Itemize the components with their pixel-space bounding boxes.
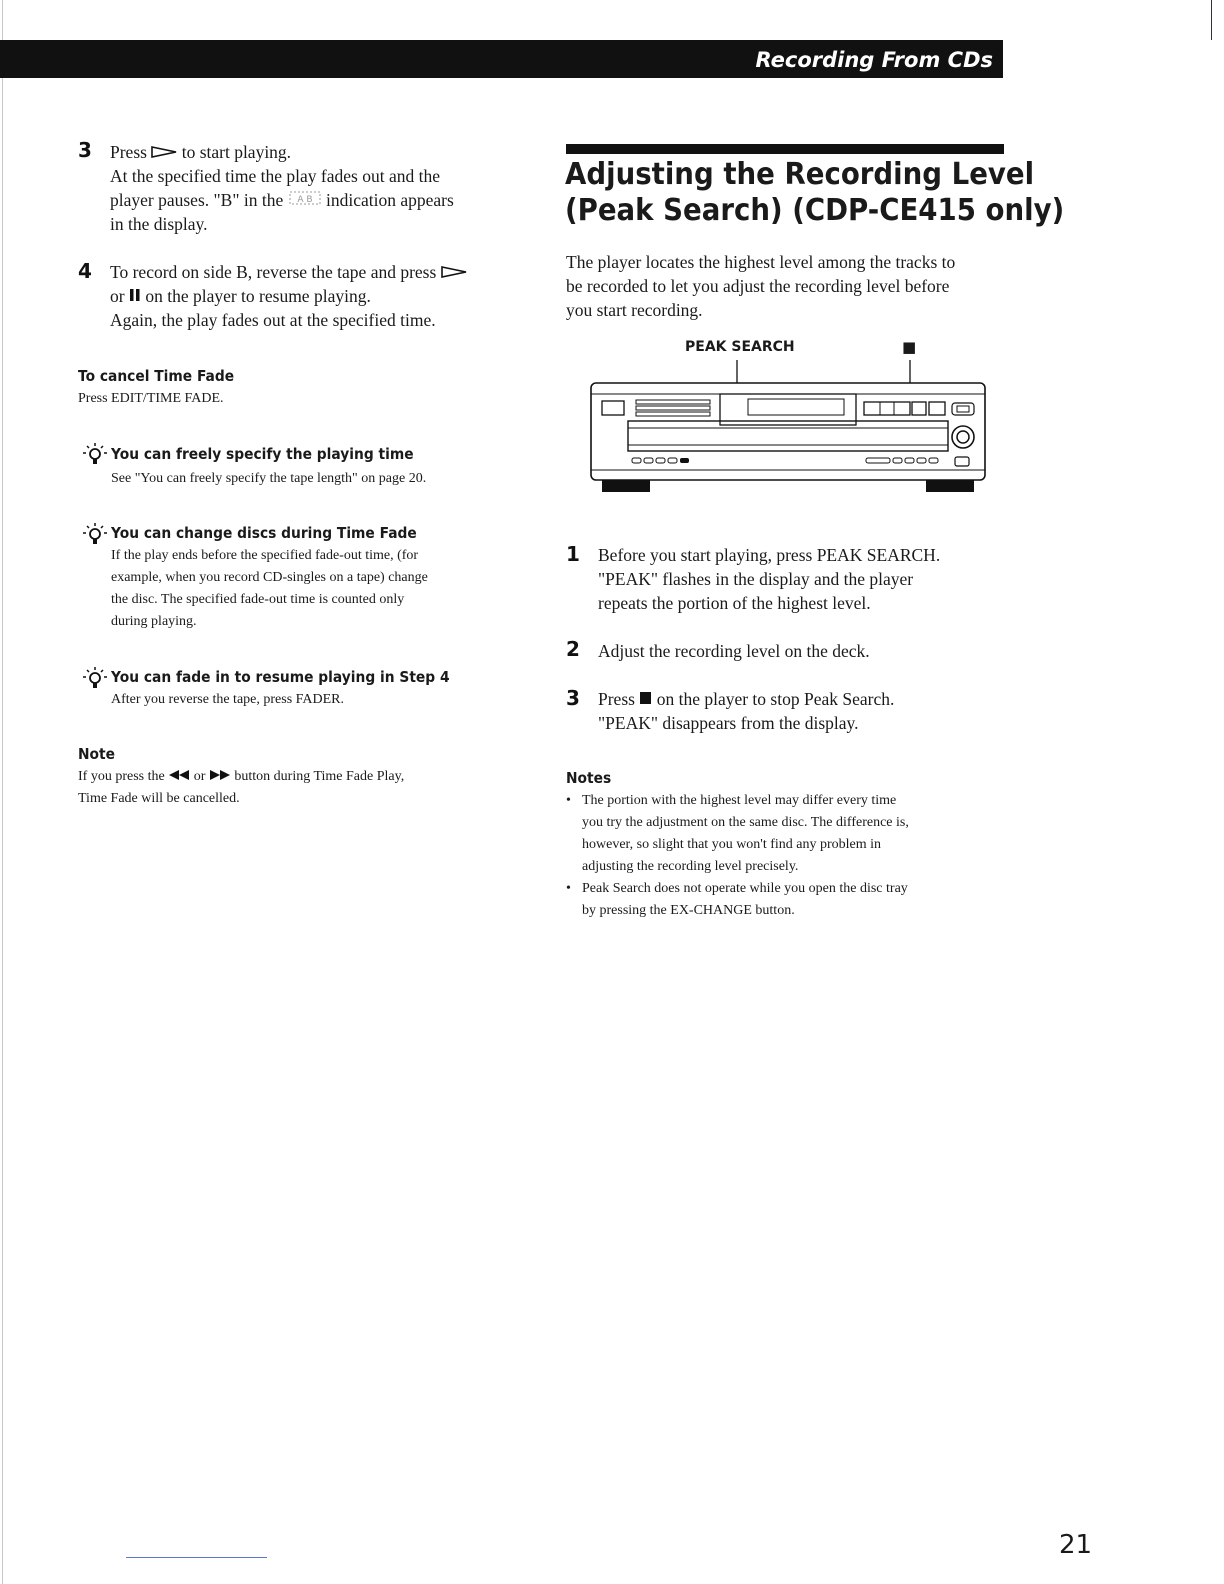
cancel-text: Press EDIT/TIME FADE. (78, 391, 224, 406)
peak-step-2-text: Adjust the recording level on the deck. (598, 641, 870, 661)
stop-icon (639, 692, 652, 705)
step-number: 1 (566, 542, 580, 566)
page-number: 21 (1059, 1530, 1093, 1560)
figure-label-stop: ■ (902, 338, 917, 356)
tip-2-heading: You can change discs during Time Fade (111, 524, 417, 542)
step-4-line-3: Again, the play fades out at the specified time. (110, 310, 436, 330)
list-item: • The portion with the highest level may differ every time you try the adjustment on the same disc. The difference is, however, so slight that you won't find any problem in adjusting the recording level precisely. (566, 790, 1006, 878)
peak-step-1-text: Before you start playing, press PEAK SEARCH. "PEAK" flashes in the display and the player repeats the portion of the highest level. (598, 545, 941, 613)
notes-heading: Notes (566, 769, 612, 787)
tip-2-text: If the play ends before the specified fade-out time, (for example, when you record CD-singles on a tape) change the disc. The specified fade-out time is counted only during playing. (111, 548, 428, 629)
step-4-line-2: or on the player to resume playing. (110, 286, 371, 306)
rewind-icon (168, 770, 190, 780)
peak-step-3-text: Press on the player to stop Peak Search. "PEAK" disappears from the display. (598, 689, 895, 733)
svg-text:A B: A B (296, 195, 313, 205)
step-3-line-4: in the display. (110, 214, 208, 234)
lightbulb-tip-icon (82, 442, 108, 466)
fast-forward-icon (209, 770, 231, 780)
figure-label-peak-search: PEAK SEARCH (685, 339, 795, 355)
step-4-line-1: To record on side B, reverse the tape and press (110, 260, 520, 284)
notes-list (566, 790, 1006, 922)
section-title: Recording From CDs (733, 40, 1003, 78)
lightbulb-tip-icon (82, 522, 108, 546)
step-4-text (110, 260, 520, 332)
step-number: 3 (78, 138, 92, 162)
tip-1-text: See "You can freely specify the tape length" on page 20. (111, 471, 427, 486)
pause-icon (129, 288, 141, 302)
step-number: 3 (566, 686, 580, 710)
play-outline-icon (151, 146, 177, 158)
play-outline-icon (441, 266, 467, 278)
tip-3-text: After you reverse the tape, press FADER. (111, 692, 345, 707)
cd-player-illustration (588, 358, 988, 498)
right-margin-mark (1211, 0, 1212, 40)
note-heading: Note (78, 745, 115, 763)
footer-rule (126, 1557, 267, 1558)
page-title: Adjusting the Recording Level (Peak Search) (CDP-CE415 only) (565, 157, 1065, 228)
intro-paragraph: The player locates the highest level among the tracks to be recorded to let you adjust the recording level before you start recording. (566, 252, 956, 320)
step-number: 2 (566, 637, 580, 661)
tip-3-heading: You can fade in to resume playing in Step 4 (111, 668, 450, 686)
tape-side-indicator-icon (288, 190, 322, 206)
step-number: 4 (78, 259, 92, 283)
list-item: • Peak Search does not operate while you open the disc tray by pressing the EX-CHANGE button. (566, 878, 1006, 922)
tip-1-heading: You can freely specify the playing time (111, 445, 414, 463)
step-3-line-2: At the specified time the play fades out and the (110, 166, 440, 186)
note-text: If you press the or button during Time Fade Play, Time Fade will be cancelled. (78, 769, 405, 806)
title-rule (566, 144, 1004, 154)
cancel-heading: To cancel Time Fade (78, 367, 235, 385)
lightbulb-tip-icon (82, 666, 108, 690)
left-margin-line (2, 0, 3, 1584)
step-3-line-1: Press to start playing. (110, 142, 292, 162)
step-3-text (110, 140, 510, 236)
step-3-line-3: player pauses. "B" in the A B indication appears (110, 190, 454, 210)
